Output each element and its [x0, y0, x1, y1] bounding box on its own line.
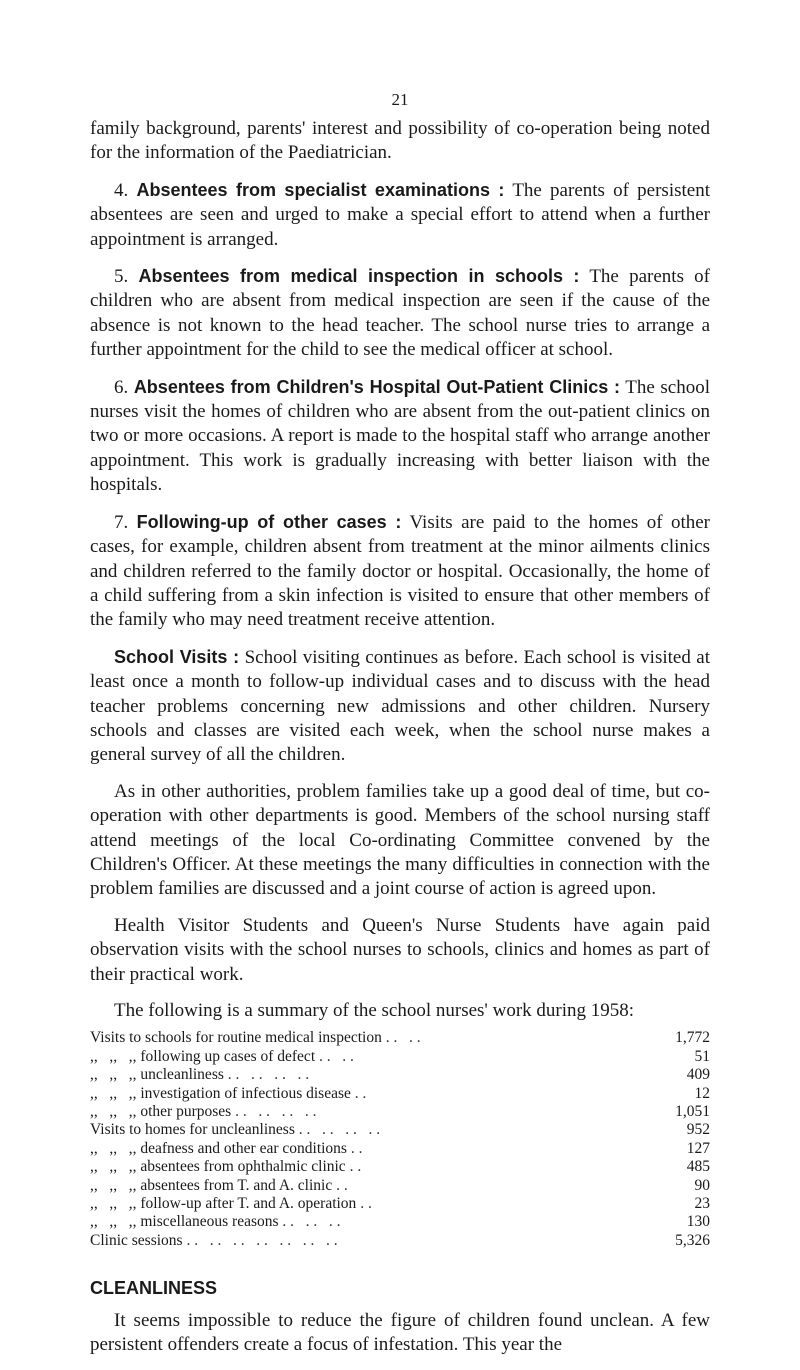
table-row-label	[90, 1177, 630, 1195]
row-label: routine medical inspection	[217, 1029, 382, 1047]
table-row-label	[90, 1140, 630, 1158]
leader-dots: . .	[336, 1176, 348, 1194]
paragraph-7	[90, 510, 710, 633]
leader-dots: . . . . . .	[282, 1213, 341, 1231]
leader-dots: . .	[360, 1195, 372, 1213]
table-row-value: 1,051	[675, 1103, 710, 1121]
leader-dots: . . . . . . . . . . . . . .	[186, 1231, 338, 1249]
table-row	[90, 1195, 710, 1213]
leader-dots: . .	[350, 1139, 363, 1157]
table-row-label	[90, 1048, 630, 1066]
table-row-label	[90, 1103, 630, 1121]
page-number: 21	[391, 90, 409, 109]
leader-dots: . .	[349, 1158, 362, 1176]
paragraph-heading: Absentees from Children's Hospital Out-Patient Clinics :	[133, 376, 621, 397]
row-prefix: ,, ,, ,,	[90, 1047, 137, 1065]
table-row-value: 5,326	[675, 1231, 710, 1249]
table-row	[90, 1177, 710, 1195]
paragraph-heading: School Visits :	[114, 646, 240, 667]
row-prefix: ,, ,, ,,	[90, 1066, 137, 1084]
table-row	[90, 1232, 710, 1250]
table-row	[90, 1103, 710, 1121]
table-row-value: 23	[694, 1195, 710, 1213]
row-prefix: ,, ,, ,,	[90, 1195, 137, 1213]
row-label: deafness and other ear conditions	[140, 1139, 347, 1157]
paragraph-heading: Following-up of other cases :	[136, 511, 402, 532]
row-label: uncleanliness	[211, 1121, 295, 1139]
row-prefix: ,, ,, ,,	[90, 1084, 137, 1102]
table-row-value: 51	[694, 1047, 710, 1065]
table-row-value: 127	[686, 1139, 710, 1157]
table-row-label	[90, 1232, 630, 1250]
table-row	[90, 1121, 710, 1139]
summary-table	[90, 1029, 710, 1250]
paragraph-6	[90, 375, 710, 498]
row-prefix: ,, ,, ,,	[90, 1158, 137, 1176]
paragraph-heading: Absentees from specialist examinations :	[136, 179, 505, 200]
row-prefix: ,, ,, ,,	[90, 1213, 137, 1231]
table-row-label	[90, 1066, 630, 1084]
paragraph-number: 7.	[114, 511, 129, 533]
document-body	[90, 117, 710, 1370]
paragraph-text: School visiting continues as before. Each school is visited at least once a month to follow-up individual cases and to discuss with the head teacher problems concerning new admissions and other children. Nursery schools and classes are visited each week, when the school nurse makes a general survey of all the children.	[90, 646, 710, 766]
row-prefix: ,, ,, ,,	[90, 1176, 137, 1194]
row-label: absentees from ophthalmic clinic	[140, 1158, 346, 1176]
table-row	[90, 1140, 710, 1158]
leader-dots: . .	[354, 1084, 367, 1102]
table-row	[90, 1048, 710, 1066]
paragraph-number: 5.	[114, 266, 129, 288]
paragraph-cleanliness: It seems impossible to reduce the figure of children found unclean. A few persistent offenders create a focus of infestation. This year the	[90, 1309, 710, 1356]
paragraph-text: The parents of persistent absentees are seen and urged to make a special effort to attend when a further appointment is arranged.	[90, 179, 710, 250]
leader-dots: . . . .	[319, 1047, 354, 1065]
paragraph-authorities: As in other authorities, problem families take up a good deal of time, but co-operation with other departments is good. Members of the school nursing staff attend meetings of the local Co-ordinating Committee convened by the Children's Officer. At these meetings the many difficulties in connection with the problem families are discussed and a joint course of action is agreed upon.	[90, 780, 710, 900]
table-row-label	[90, 1195, 630, 1213]
paragraph-text: Visits are paid to the homes of other cases, for example, children absent from treatment at the minor ailments clinics and children referred to the family doctor or hospital. Occasionally, the home of a child suffering from a skin infection is visited to ensure that other members of the family who may need treatment receive attention.	[90, 511, 710, 631]
section-heading: CLEANLINESS	[90, 1278, 218, 1299]
paragraph-summary-intro: The following is a summary of the school nurses' work during 1958:	[114, 1000, 635, 1021]
row-label: investigation of infectious disease	[140, 1084, 351, 1102]
table-row	[90, 1213, 710, 1231]
table-row-label	[90, 1213, 630, 1231]
paragraph-5	[90, 264, 710, 363]
paragraph-number: 6.	[114, 376, 129, 398]
row-label: uncleanliness	[140, 1066, 224, 1084]
table-row-value: 485	[686, 1158, 710, 1176]
table-row-label	[90, 1158, 630, 1176]
table-row-label	[90, 1085, 630, 1103]
row-prefix: Visits to schools for	[90, 1029, 214, 1047]
row-label: miscellaneous reasons	[140, 1213, 279, 1231]
table-row-value: 1,772	[675, 1029, 710, 1047]
table-row-value: 409	[686, 1066, 710, 1084]
row-prefix: Visits to homes for	[90, 1121, 208, 1139]
table-row	[90, 1066, 710, 1084]
leader-dots: . . . .	[385, 1029, 421, 1047]
paragraph-text: The school nurses visit the homes of children who are absent from the out-patient clinics on two or more occasions. A report is made to the hospital staff who arrange another appointment. This work is gradually increasing with better liaison with the hospitals.	[90, 376, 710, 496]
table-row-value: 952	[686, 1121, 710, 1139]
table-row-label	[90, 1121, 630, 1139]
paragraph-school-visits	[90, 645, 710, 768]
paragraph-text: The parents of children who are absent from medical inspection are seen if the cause of the absence is not known to the head teacher. The school nurse tries to arrange a further appointment for the child to see the medical officer at school.	[90, 266, 711, 361]
row-label: absentees from T. and A. clinic	[140, 1176, 333, 1194]
paragraph-continuation: family background, parents' interest and possibility of co-operation being noted for the information of the Paediatrician.	[90, 118, 710, 164]
table-row	[90, 1085, 710, 1103]
table-row-value: 130	[686, 1213, 710, 1231]
row-prefix: ,, ,, ,,	[90, 1139, 137, 1157]
table-row-value: 90	[694, 1176, 710, 1194]
row-label: follow-up after T. and A. operation	[140, 1195, 357, 1213]
paragraph-heading: Absentees from medical inspection in schools :	[138, 266, 580, 287]
row-prefix: Clinic sessions	[90, 1231, 183, 1249]
table-row-value: 12	[694, 1084, 710, 1102]
row-label: other purposes	[140, 1103, 232, 1121]
paragraph-4	[90, 178, 710, 252]
paragraph-number: 4.	[114, 179, 129, 201]
leader-dots: . . . . . . . .	[298, 1121, 381, 1139]
table-row	[90, 1029, 710, 1047]
row-prefix: ,, ,, ,,	[90, 1103, 137, 1121]
table-row-label	[90, 1029, 630, 1047]
row-label: following up cases of defect	[140, 1047, 316, 1065]
paragraph-health-visitors: Health Visitor Students and Queen's Nurse Students have again paid observation visits with the school nurses to schools, clinics and homes as part of their practical work.	[90, 914, 710, 985]
leader-dots: . . . . . . . .	[227, 1066, 310, 1084]
leader-dots: . . . . . . . .	[235, 1103, 317, 1121]
table-row	[90, 1158, 710, 1176]
